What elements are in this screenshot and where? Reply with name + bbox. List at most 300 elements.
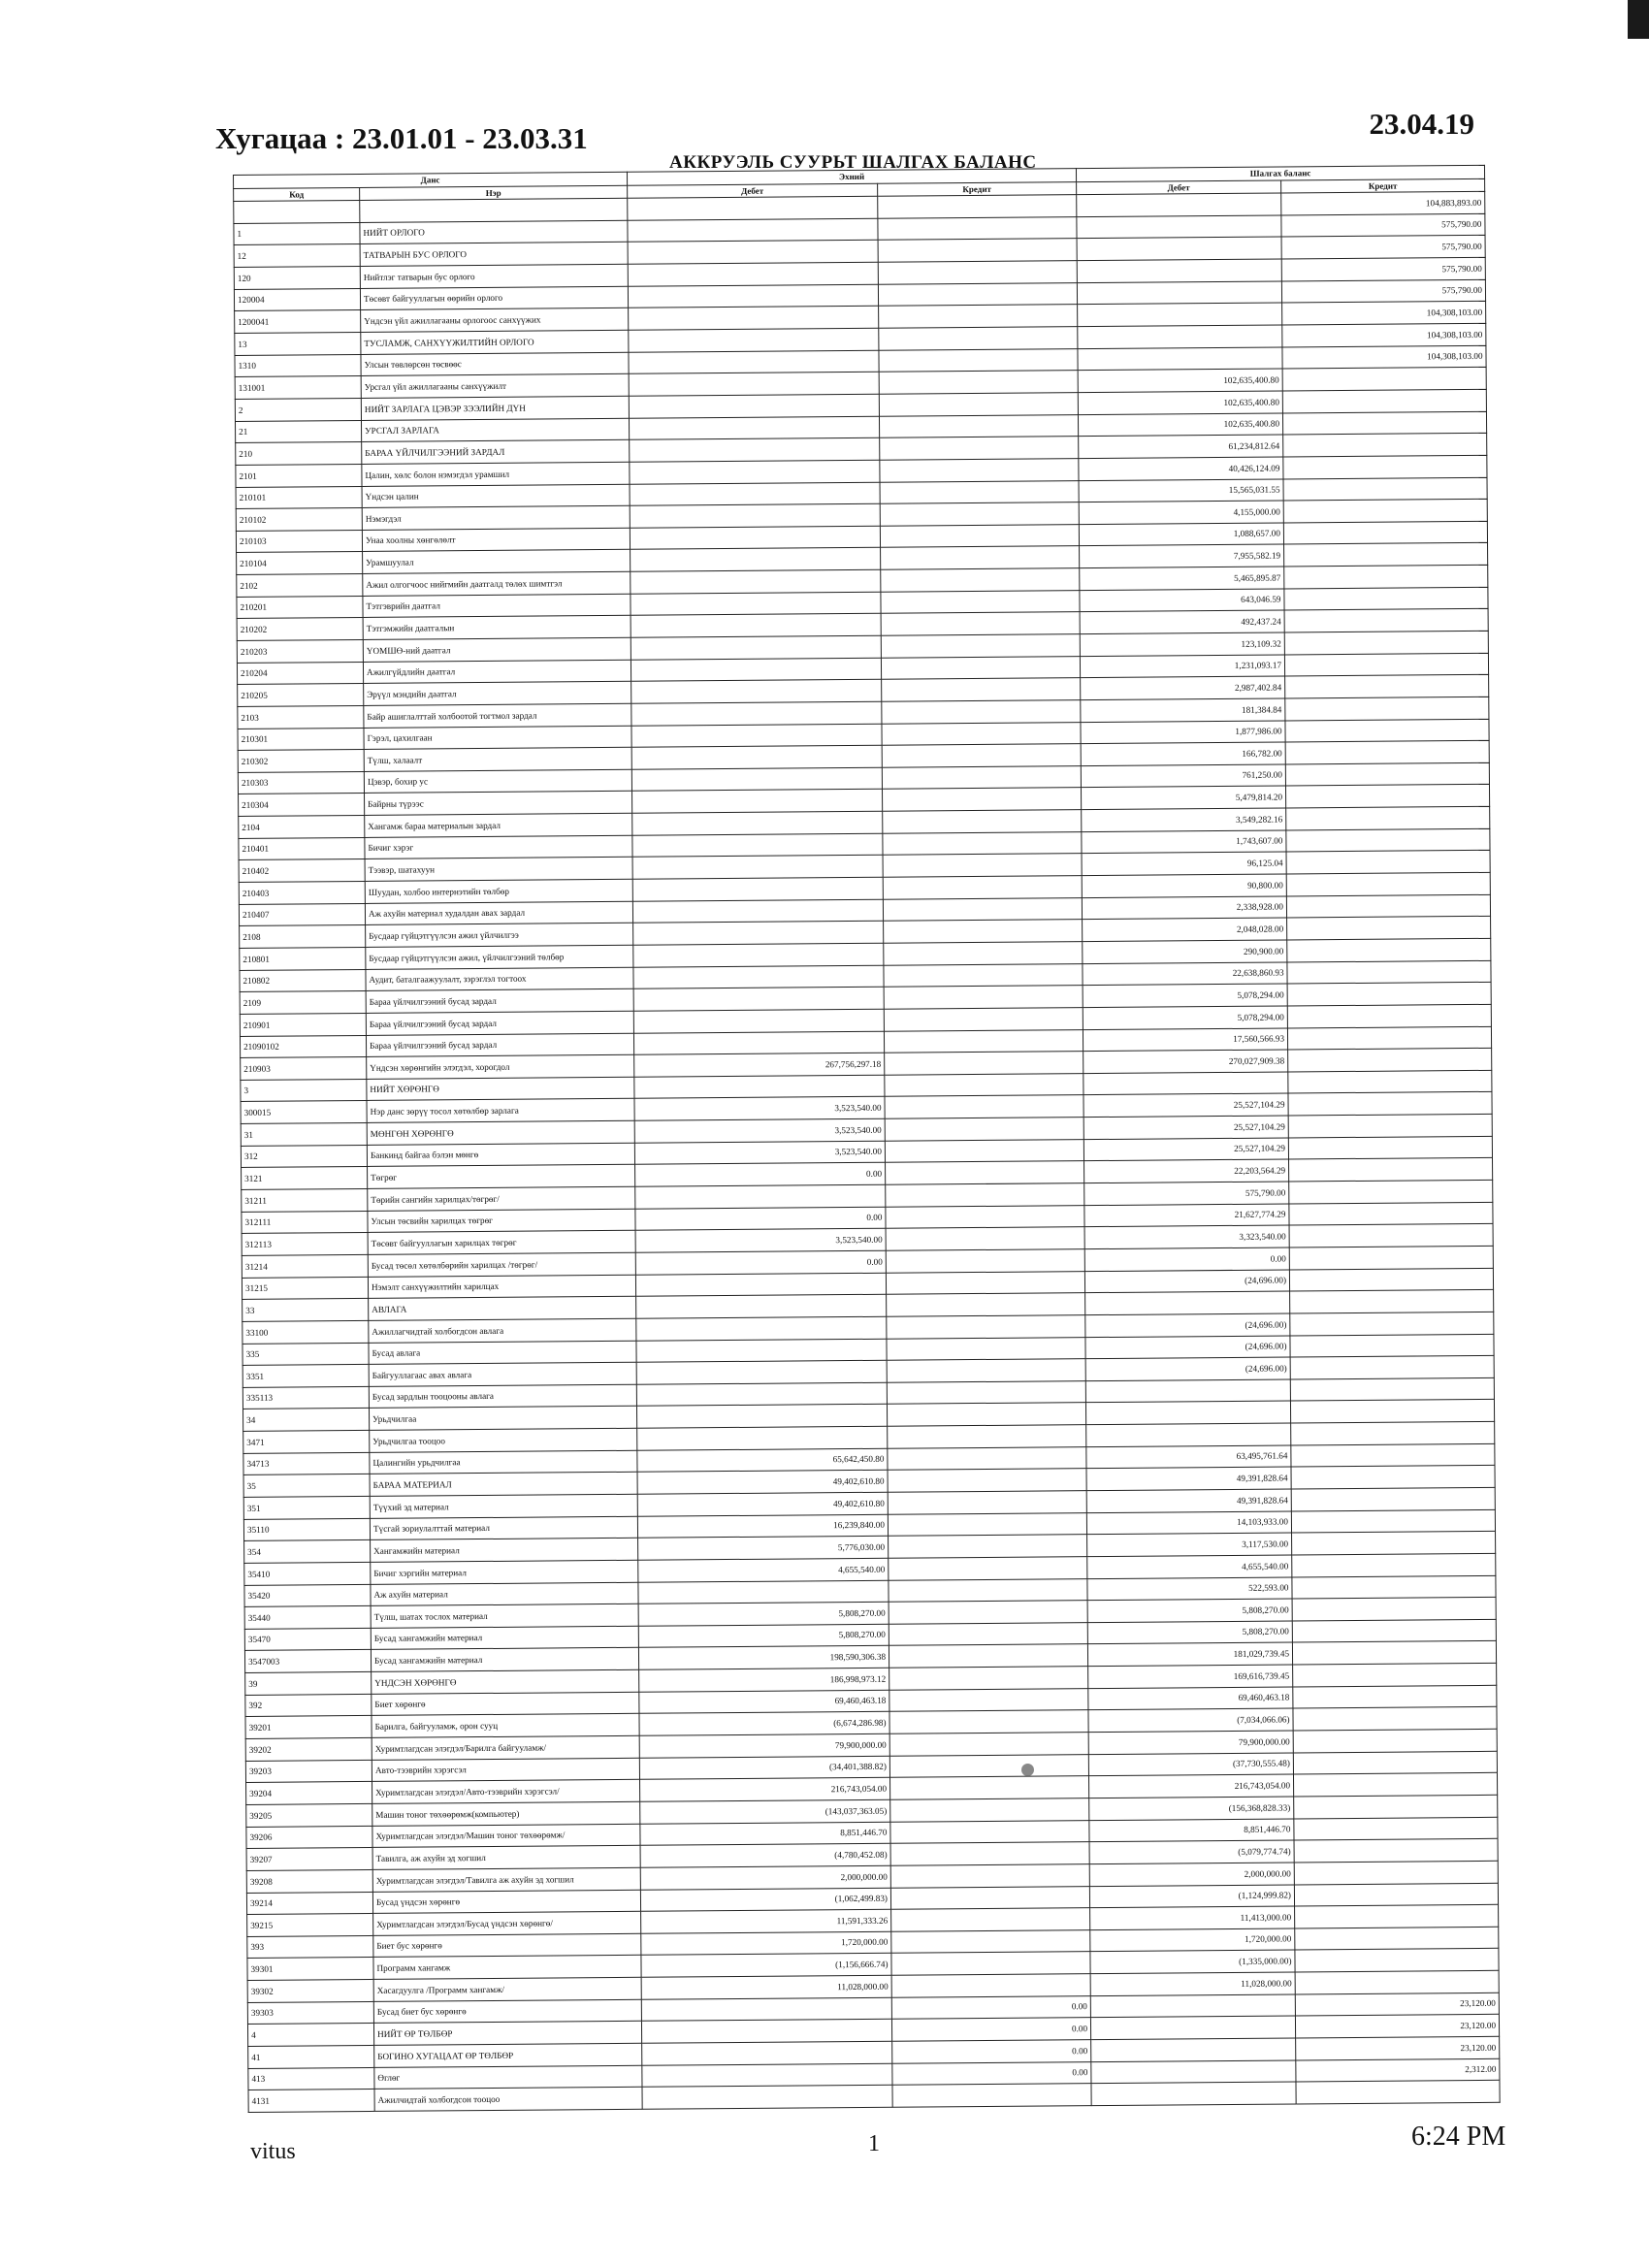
row-code: 210801 <box>240 947 366 970</box>
row-code: 210303 <box>238 771 364 794</box>
trial-credit <box>1294 1839 1498 1863</box>
trial-debit: 14,103,933.00 <box>1086 1511 1291 1535</box>
row-code: 393 <box>247 1935 373 1959</box>
trial-debit: 63,495,761.64 <box>1086 1445 1291 1469</box>
trial-debit: 5,808,270.00 <box>1087 1621 1292 1644</box>
opening-debit: 65,642,450.80 <box>637 1448 888 1473</box>
row-code: 210104 <box>237 552 363 575</box>
opening-credit <box>884 986 1083 1009</box>
trial-credit <box>1293 1663 1497 1686</box>
trial-debit: (1,124,999.82) <box>1089 1884 1294 1907</box>
trial-credit <box>1288 1070 1492 1093</box>
trial-credit <box>1290 1400 1494 1423</box>
opening-debit <box>630 569 881 594</box>
opening-debit: 16,239,840.00 <box>637 1514 888 1539</box>
row-code: 210202 <box>237 618 363 641</box>
opening-debit <box>632 899 883 923</box>
trial-credit: 575,790.00 <box>1281 257 1485 280</box>
trial-credit <box>1287 917 1491 940</box>
opening-credit <box>879 348 1078 372</box>
trial-credit <box>1294 1773 1498 1797</box>
row-name: Аудит, баталгаажуулалт, зэрэглэл тогтоох <box>366 967 633 991</box>
row-name: Бусад зардлын тооцооны авлага <box>369 1384 636 1409</box>
trial-debit: 8,851,446.70 <box>1089 1819 1294 1842</box>
row-name: Өглөг <box>374 2065 642 2090</box>
opening-credit <box>891 1952 1090 1975</box>
opening-credit <box>886 1249 1084 1273</box>
trial-debit: 11,413,000.00 <box>1090 1906 1295 1929</box>
opening-credit <box>886 1183 1084 1207</box>
trial-credit <box>1283 477 1487 501</box>
trial-debit: 17,560,566.93 <box>1083 1028 1287 1052</box>
opening-debit <box>631 701 882 726</box>
row-code: 41 <box>248 2045 374 2068</box>
row-name: Бараа үйлчилгээний бусад зардал <box>366 989 633 1014</box>
opening-credit: 0.00 <box>891 1995 1090 2019</box>
opening-debit: 3,523,540.00 <box>635 1229 886 1253</box>
row-code: 1310 <box>235 354 361 377</box>
opening-credit <box>879 371 1078 394</box>
trial-debit <box>1085 1379 1290 1403</box>
row-code: 335 <box>242 1343 369 1366</box>
trial-credit <box>1287 1026 1491 1050</box>
trial-credit <box>1285 697 1489 720</box>
opening-credit: 0.00 <box>892 2061 1091 2085</box>
opening-debit <box>628 218 878 243</box>
opening-debit <box>630 658 881 682</box>
opening-credit <box>879 327 1078 350</box>
opening-debit: 5,776,030.00 <box>638 1537 889 1561</box>
opening-credit <box>888 1425 1086 1448</box>
opening-debit <box>635 1184 886 1209</box>
trial-credit <box>1284 565 1488 588</box>
opening-credit <box>890 1798 1089 1822</box>
row-code: 39206 <box>246 1826 372 1849</box>
opening-credit <box>887 1403 1085 1426</box>
trial-credit <box>1290 1290 1494 1313</box>
trial-debit: (7,034,066.06) <box>1088 1708 1293 1732</box>
trial-credit <box>1294 1861 1498 1884</box>
opening-debit: 11,028,000.00 <box>641 1975 891 1999</box>
row-name: Түлш, шатах тослох материал <box>371 1604 638 1628</box>
row-code: 39303 <box>247 2001 373 2025</box>
trial-credit <box>1291 1509 1495 1533</box>
trial-debit <box>1077 215 1281 239</box>
row-name: Барилга, байгууламж, орон сууц <box>372 1714 639 1738</box>
row-name: Тавилга, аж ахуйн эд хогшил <box>372 1845 640 1869</box>
trial-credit <box>1288 1092 1492 1116</box>
opening-debit <box>630 503 880 528</box>
row-name: Программ хангамж <box>373 1956 641 1980</box>
trial-debit: 4,655,540.00 <box>1087 1555 1292 1578</box>
opening-debit: 0.00 <box>635 1250 886 1275</box>
opening-credit <box>884 942 1083 965</box>
opening-credit <box>885 1073 1083 1096</box>
trial-debit: (24,696.00) <box>1085 1313 1290 1337</box>
opening-debit <box>633 1009 884 1033</box>
opening-debit <box>630 482 880 506</box>
row-name: Байрны түрээс <box>365 792 632 816</box>
row-code: 33100 <box>242 1320 369 1344</box>
trial-credit <box>1289 1202 1493 1225</box>
row-code: 3471 <box>243 1430 370 1453</box>
row-code: 354 <box>244 1540 371 1564</box>
opening-debit <box>632 833 883 858</box>
trial-debit: 522,593.00 <box>1087 1577 1292 1601</box>
opening-credit <box>888 1491 1086 1514</box>
opening-credit <box>880 437 1079 460</box>
opening-debit <box>633 988 884 1012</box>
trial-debit <box>1091 2060 1296 2084</box>
opening-credit <box>878 261 1077 284</box>
row-code: 39204 <box>246 1782 372 1805</box>
trial-credit <box>1284 609 1488 632</box>
opening-credit <box>889 1754 1088 1777</box>
row-name: Цэвэр, бохир ус <box>364 769 631 794</box>
trial-debit: (24,696.00) <box>1085 1357 1290 1380</box>
row-code: 2101 <box>236 464 362 487</box>
opening-debit: 2,000,000.00 <box>640 1865 890 1890</box>
opening-debit <box>633 922 884 946</box>
row-code: 35420 <box>244 1584 371 1607</box>
row-code: 210304 <box>239 794 365 817</box>
row-name: Бусдаар гүйцэтгүүлсэн ажил үйлчилгээ <box>366 923 633 948</box>
opening-debit <box>636 1294 887 1318</box>
row-name: Бусад үндсэн хөрөнгө <box>372 1890 640 1914</box>
row-name: Ажил олгогчоос нийгмийн даатгалд төлөх шимтгэл <box>363 571 630 596</box>
opening-debit: 49,402,610.80 <box>637 1471 888 1495</box>
opening-debit: (34,401,388.82) <box>639 1756 889 1780</box>
trial-debit: 69,460,463.18 <box>1088 1687 1293 1710</box>
opening-debit: 3,523,540.00 <box>634 1118 885 1143</box>
trial-debit: 290,900.00 <box>1083 940 1287 963</box>
opening-credit <box>886 1227 1084 1250</box>
trial-debit: 2,048,028.00 <box>1083 918 1287 941</box>
row-code: 210205 <box>238 684 364 707</box>
opening-debit <box>636 1339 887 1363</box>
trial-debit: 169,616,739.45 <box>1088 1665 1293 1688</box>
opening-debit <box>630 460 880 484</box>
trial-credit <box>1293 1685 1497 1708</box>
trial-credit <box>1288 1049 1492 1072</box>
opening-debit <box>642 2086 892 2110</box>
row-code: 1 <box>234 222 360 245</box>
row-code: 210204 <box>237 662 363 685</box>
row-code: 210103 <box>236 530 362 553</box>
trial-debit: 49,391,828.64 <box>1086 1467 1291 1490</box>
opening-credit <box>889 1535 1087 1558</box>
row-name: Бусад биет бус хөрөнгө <box>373 1999 641 2024</box>
row-name: Улсын төвлөрсөн төсвөөс <box>361 352 629 376</box>
row-code: 39203 <box>245 1760 372 1783</box>
opening-debit: 49,402,610.80 <box>637 1492 888 1516</box>
trial-credit <box>1291 1487 1495 1510</box>
row-name: Нэмэлт санхүүжилтийн харилцах <box>368 1275 635 1299</box>
opening-credit <box>887 1293 1085 1316</box>
row-name: Шуудан, холбоо интернэтийн төлбөр <box>365 879 632 903</box>
opening-credit <box>879 393 1078 416</box>
trial-credit <box>1289 1224 1493 1247</box>
opening-debit: 198,590,306.38 <box>638 1646 889 1670</box>
opening-credit <box>891 1974 1090 1997</box>
row-name: НИЙТ ӨР ТӨЛБӨР <box>373 2022 641 2046</box>
row-code: 351 <box>243 1496 370 1519</box>
opening-credit <box>889 1622 1087 1645</box>
row-name: Унаа хоолны хөнгөлөлт <box>362 528 630 552</box>
row-code: 12 <box>234 244 360 268</box>
trial-credit <box>1290 1355 1494 1378</box>
opening-debit <box>628 284 878 308</box>
trial-debit: 575,790.00 <box>1084 1182 1289 1205</box>
row-name: Байр ашиглалттай холбоотой тогтмол зардал <box>364 703 631 728</box>
opening-debit: 79,900,000.00 <box>639 1733 889 1758</box>
opening-credit <box>878 239 1077 262</box>
opening-credit <box>885 1095 1083 1118</box>
trial-debit: 5,078,294.00 <box>1083 984 1287 1007</box>
opening-debit <box>636 1360 887 1384</box>
trial-credit: 104,308,103.00 <box>1282 345 1486 369</box>
trial-debit: (37,730,555.48) <box>1088 1753 1293 1776</box>
trial-credit <box>1286 872 1490 895</box>
header-name: Нэр <box>360 185 628 201</box>
opening-credit <box>880 524 1079 547</box>
opening-credit <box>889 1601 1087 1624</box>
opening-credit <box>889 1710 1088 1733</box>
opening-credit <box>884 963 1083 987</box>
report-period: Хугацаа : 23.01.01 - 23.03.31 <box>215 121 588 155</box>
trial-credit <box>1283 455 1487 478</box>
opening-credit <box>890 1842 1089 1865</box>
row-name: Үндсэн цалин <box>362 484 630 508</box>
opening-debit <box>630 438 880 463</box>
opening-credit <box>883 897 1082 921</box>
row-code: 39215 <box>247 1914 373 1937</box>
row-code: 210401 <box>239 837 365 860</box>
opening-debit <box>631 767 882 792</box>
row-name: Ажилчидтай холбогдсон тооцоо <box>374 2088 642 2112</box>
row-name: БОГИНО ХУГАЦААТ ӨР ТӨЛБӨР <box>374 2043 642 2067</box>
row-name: Гэрэл, цахилгаан <box>364 726 631 750</box>
row-code: 35 <box>243 1474 370 1498</box>
opening-debit: 216,743,054.00 <box>640 1778 890 1802</box>
trial-credit <box>1282 411 1486 435</box>
opening-credit <box>878 216 1077 240</box>
header-trial-debit: Дебет <box>1077 180 1281 195</box>
opening-debit <box>631 680 882 704</box>
row-name: Улсын төсвийн харилцах төгрөг <box>368 1209 635 1233</box>
opening-credit <box>886 1205 1084 1228</box>
row-name: Банкинд байгаа бэлэн мөнгө <box>367 1143 634 1167</box>
row-code: 210903 <box>241 1057 367 1081</box>
report-title: АККРУЭЛЬ СУУРЬТ ШАЛГАХ БАЛАНС <box>669 152 1037 173</box>
trial-debit <box>1078 347 1282 371</box>
opening-debit: 267,756,297.18 <box>634 1053 885 1077</box>
row-code: 300015 <box>241 1101 367 1124</box>
opening-credit <box>881 590 1080 613</box>
opening-credit <box>878 282 1077 306</box>
trial-debit: 0.00 <box>1084 1247 1289 1271</box>
trial-debit: 102,635,400.80 <box>1078 369 1282 392</box>
opening-debit <box>636 1382 887 1407</box>
trial-debit: 5,808,270.00 <box>1087 1599 1292 1622</box>
trial-credit <box>1285 741 1489 764</box>
opening-credit <box>882 744 1081 767</box>
row-code: 4131 <box>248 2090 374 2113</box>
trial-credit: 575,790.00 <box>1281 279 1485 303</box>
row-name: Биет хөрөнгө <box>372 1692 639 1716</box>
opening-credit <box>880 459 1079 482</box>
row-code: 392 <box>245 1694 372 1717</box>
opening-debit <box>630 592 881 616</box>
row-code: 335113 <box>242 1386 369 1409</box>
opening-credit: 0.00 <box>891 2018 1090 2041</box>
opening-debit: 3,523,540.00 <box>634 1141 885 1165</box>
opening-debit <box>630 635 881 660</box>
opening-debit <box>631 745 882 769</box>
row-code: 39214 <box>246 1892 372 1915</box>
row-code: 39202 <box>245 1737 372 1761</box>
opening-debit <box>630 614 881 638</box>
row-code: 39301 <box>247 1958 373 1981</box>
trial-debit: 492,437.24 <box>1080 610 1284 633</box>
opening-debit <box>629 350 879 374</box>
opening-credit <box>884 920 1083 943</box>
row-code: 31214 <box>242 1254 368 1278</box>
trial-credit <box>1284 631 1488 654</box>
opening-credit <box>885 1139 1083 1162</box>
trial-credit <box>1292 1553 1496 1576</box>
row-name: Бусад хангамжийн материал <box>371 1626 638 1650</box>
footer-page-number: 1 <box>868 2131 880 2156</box>
trial-credit <box>1289 1246 1493 1269</box>
opening-credit <box>889 1688 1088 1711</box>
trial-credit <box>1287 938 1491 961</box>
row-name: Төрийн сангийн харилцах/төгрөг/ <box>368 1186 635 1211</box>
trial-credit: 575,790.00 <box>1281 213 1485 237</box>
opening-debit: (143,037,363.05) <box>640 1799 890 1824</box>
trial-debit <box>1078 325 1282 348</box>
opening-debit <box>632 811 883 835</box>
row-code: 210101 <box>236 486 362 509</box>
opening-debit: (4,780,452.08) <box>640 1843 890 1867</box>
row-code: 120 <box>234 267 360 290</box>
row-name: Аж ахуйн материал худалдан авах зардал <box>365 901 632 925</box>
opening-credit <box>881 568 1080 592</box>
trial-debit: (24,696.00) <box>1084 1270 1289 1293</box>
trial-debit: 21,627,774.29 <box>1084 1204 1289 1227</box>
row-code: 21090102 <box>240 1035 366 1058</box>
opening-debit: (1,062,499.83) <box>640 1888 890 1912</box>
row-name: Байгууллагаас авах авлага <box>369 1362 636 1386</box>
row-name: Түсгай зориулалттай материал <box>370 1516 637 1540</box>
trial-credit <box>1282 368 1486 391</box>
opening-credit <box>881 634 1080 658</box>
trial-debit <box>1085 1401 1290 1424</box>
trial-credit <box>1283 434 1487 457</box>
opening-debit: 186,998,973.12 <box>639 1668 889 1692</box>
opening-debit <box>642 2063 892 2088</box>
trial-credit <box>1286 851 1490 874</box>
opening-debit: 11,591,333.26 <box>641 1909 891 1933</box>
opening-debit: 3,523,540.00 <box>634 1097 885 1121</box>
opening-debit <box>633 1031 884 1055</box>
trial-debit: 3,117,530.00 <box>1087 1533 1292 1556</box>
trial-credit <box>1285 719 1489 742</box>
row-name: Төсөвт байгууллагын өөрийн орлого <box>360 286 628 310</box>
trial-debit <box>1077 259 1281 282</box>
opening-credit <box>888 1512 1086 1536</box>
header-opening: Эхний <box>627 169 1076 185</box>
opening-debit <box>628 262 878 286</box>
row-name: Үндсэн хөрөнгийн элэгдэл, хорогдол <box>367 1054 634 1079</box>
row-name: Түүхий эд материал <box>370 1494 637 1518</box>
trial-credit <box>1294 1817 1498 1840</box>
trial-credit <box>1287 983 1491 1006</box>
header-opening-credit: Кредит <box>878 181 1077 196</box>
row-name: Эрүүл мэндийн даатгал <box>364 682 631 706</box>
trial-debit: 2,987,402.84 <box>1081 676 1285 699</box>
row-name: Хуримтлагдсан элэгдэл/Тавилга аж ахуйн эд хогшил <box>372 1867 640 1892</box>
row-code: 34713 <box>243 1452 370 1475</box>
opening-credit: 0.00 <box>892 2040 1091 2063</box>
opening-credit <box>884 1029 1083 1053</box>
trial-debit <box>1077 281 1281 305</box>
row-code: 210802 <box>240 969 366 992</box>
row-name: Хуримтлагдсан элэгдэл/Авто-тээврийн хэрэгсэл/ <box>372 1780 640 1804</box>
trial-debit: 4,155,000.00 <box>1079 501 1283 524</box>
trial-credit <box>1293 1707 1497 1731</box>
opening-credit <box>878 195 1077 218</box>
header-account: Данс <box>234 172 628 188</box>
opening-debit <box>634 1075 885 1099</box>
trial-debit: 15,565,031.55 <box>1079 479 1283 502</box>
trial-credit <box>1288 1136 1492 1159</box>
row-code: 312 <box>241 1145 367 1168</box>
trial-debit <box>1077 237 1281 260</box>
row-name: Урамшуулал <box>363 550 630 574</box>
opening-credit <box>889 1557 1087 1580</box>
opening-credit <box>882 678 1081 701</box>
row-name: Ажиллагчидтай холбогдсон авлага <box>369 1318 636 1343</box>
row-name: Урьдчилгаа тооцоо <box>370 1428 637 1452</box>
header-trial: Шалгах баланс <box>1076 165 1484 181</box>
trial-debit: 3,549,282.16 <box>1082 808 1286 831</box>
trial-debit: 1,743,607.00 <box>1082 830 1286 854</box>
opening-credit <box>882 722 1081 745</box>
trial-debit: 79,900,000.00 <box>1088 1731 1293 1754</box>
row-name: НИЙТ ЗАРЛАГА ЦЭВЭР ЗЭЭЛИЙН ДҮН <box>361 396 629 420</box>
row-name: УРСГАЛ ЗАРЛАГА <box>361 418 629 442</box>
row-code: 35470 <box>244 1628 371 1651</box>
opening-debit <box>629 416 879 440</box>
trial-credit: 575,790.00 <box>1281 236 1485 259</box>
row-code: 413 <box>248 2067 374 2090</box>
opening-debit: 69,460,463.18 <box>639 1690 889 1714</box>
trial-credit <box>1282 389 1486 412</box>
trial-debit <box>1078 303 1282 326</box>
row-name: Машин тоног төхөөрөмж(компьютер) <box>372 1801 640 1826</box>
row-code: 31211 <box>242 1188 368 1212</box>
trial-debit <box>1090 2016 1295 2039</box>
trial-debit <box>1091 2038 1296 2061</box>
trial-debit: 1,877,986.00 <box>1081 721 1285 744</box>
row-name: МӨНГӨН ХӨРӨНГӨ <box>367 1120 634 1145</box>
row-name: Хуримтлагдсан элэгдэл/Барилга байгууламж/ <box>372 1735 639 1760</box>
trial-debit: (5,079,774.74) <box>1089 1840 1294 1863</box>
opening-credit <box>886 1271 1084 1294</box>
row-code: 35440 <box>244 1606 371 1630</box>
opening-debit <box>629 394 879 418</box>
